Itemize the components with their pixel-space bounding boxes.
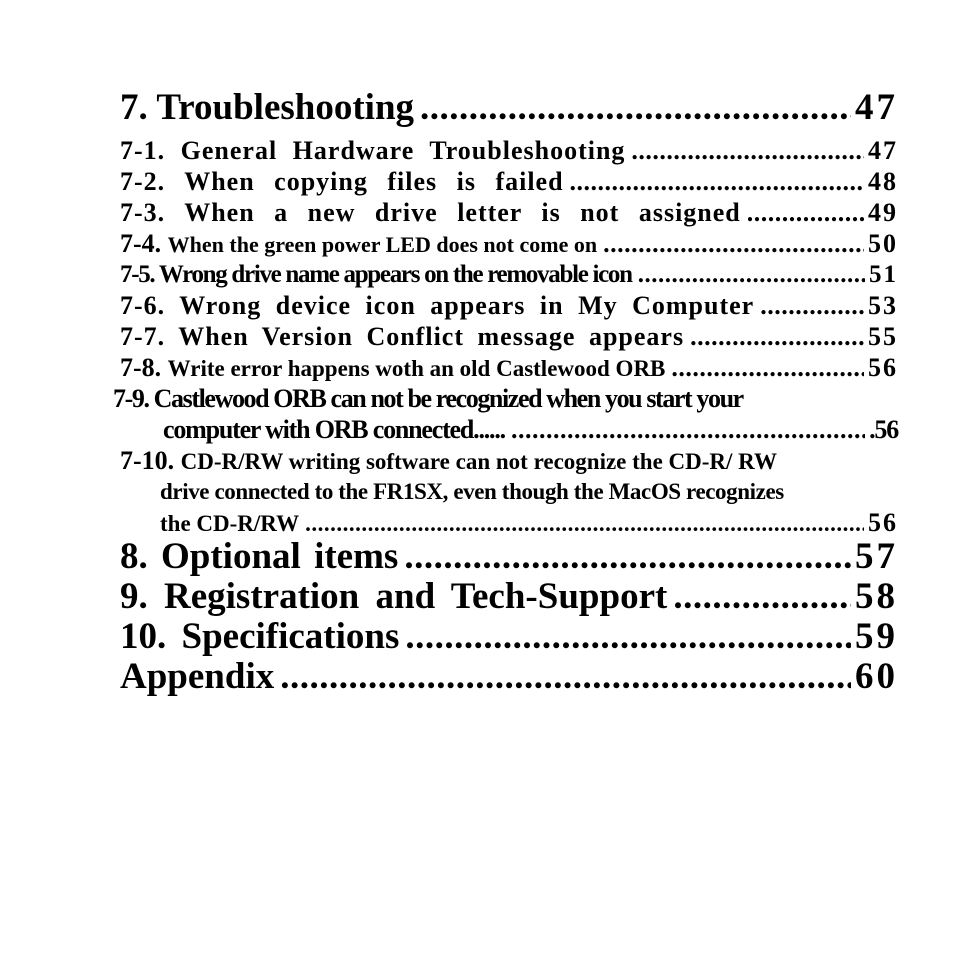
toc-entry-page: 53 bbox=[868, 291, 898, 320]
toc-entry-page: 60 bbox=[855, 656, 898, 697]
dot-leader bbox=[420, 89, 851, 126]
toc-entry-page: 56 bbox=[868, 508, 898, 537]
toc-entry-page: 50 bbox=[868, 229, 898, 258]
dot-leader bbox=[570, 169, 864, 195]
toc-entry-label: 7-7. When Version Conflict message appears bbox=[120, 322, 685, 351]
dot-leader bbox=[280, 658, 851, 695]
toc-entry-label bbox=[120, 231, 597, 257]
toc-entry-label bbox=[120, 355, 665, 381]
dot-leader bbox=[404, 538, 851, 575]
toc-entry-label: 7-5. Wrong drive name appears on the removable icon bbox=[120, 261, 632, 288]
toc-entry-page: 49 bbox=[868, 198, 898, 227]
dot-leader bbox=[671, 355, 864, 381]
toc-entry-page: 51 bbox=[869, 261, 898, 288]
toc-entry-label: the CD-R/RW bbox=[160, 511, 300, 536]
toc-entry-label: computer with ORB connected...... bbox=[163, 415, 505, 444]
dot-leader bbox=[747, 200, 864, 226]
dot-leader bbox=[631, 138, 864, 164]
toc-entry-label: 9. Registration and Tech-Support bbox=[120, 576, 668, 617]
toc-entry-title: Write error happens woth an old Castlewood ORB bbox=[167, 356, 666, 381]
toc-entry-7-6 bbox=[120, 293, 898, 319]
toc-entry-page: 57 bbox=[855, 536, 898, 577]
dot-leader bbox=[690, 324, 864, 350]
toc-entry-7-1 bbox=[120, 138, 898, 164]
toc-entry-7-10-line2: drive connected to the FR1SX, even though the MacOS recognizes bbox=[160, 479, 784, 504]
toc-entry-7-7 bbox=[120, 324, 898, 350]
toc-entry-7-4 bbox=[120, 231, 898, 257]
toc-entry-label: 8. Optional items bbox=[120, 536, 399, 577]
toc-entry-page: .56 bbox=[869, 415, 898, 444]
dot-leader bbox=[760, 293, 864, 319]
toc-entry-title: CD-R/RW writing software can not recognize the CD-R/ RW bbox=[180, 449, 777, 474]
toc-entry-page: 47 bbox=[868, 136, 898, 165]
dot-leader bbox=[305, 512, 864, 535]
toc-entry-page: 59 bbox=[855, 616, 898, 657]
toc-entry-troubleshooting bbox=[120, 89, 898, 126]
toc-entry-page: 56 bbox=[868, 353, 898, 382]
toc-entry-appendix bbox=[120, 658, 898, 695]
toc-entry-page: 58 bbox=[855, 576, 898, 617]
dot-leader bbox=[511, 417, 865, 443]
toc-entry-number: 7-8. bbox=[120, 353, 162, 382]
toc-entry-7-5 bbox=[120, 262, 898, 287]
dot-leader bbox=[638, 262, 865, 287]
toc-entry-number: 7-10. bbox=[120, 446, 175, 475]
dot-leader bbox=[603, 231, 864, 257]
toc-entry-specifications bbox=[120, 618, 898, 655]
toc-entry-number: 7-4. bbox=[120, 229, 162, 258]
toc-entry-label: 7-1. General Hardware Troubleshooting bbox=[120, 136, 626, 165]
toc-entry-label: 10. Specifications bbox=[120, 616, 400, 657]
toc-entry-7-9-line1: 7-9. Castlewood ORB can not be recognized when you start your bbox=[113, 384, 743, 413]
toc-entry-page: 47 bbox=[855, 87, 898, 128]
toc-entry-registration bbox=[120, 578, 898, 615]
toc-entry-label: Appendix bbox=[120, 656, 275, 697]
toc-entry-page: 48 bbox=[868, 167, 898, 196]
toc-entry-7-10-line3 bbox=[160, 510, 898, 536]
toc-entry-7-3 bbox=[120, 200, 898, 226]
dot-leader bbox=[405, 618, 851, 655]
toc-entry-page: 55 bbox=[868, 322, 898, 351]
toc-entry-7-8 bbox=[120, 355, 898, 381]
toc-entry-optional-items bbox=[120, 538, 898, 575]
toc-entry-7-2 bbox=[120, 169, 898, 195]
toc-entry-label: 7. Troubleshooting bbox=[120, 87, 415, 128]
toc-entry-7-10-line1 bbox=[120, 448, 777, 474]
toc-entry-title: When the green power LED does not come on bbox=[167, 232, 598, 257]
toc-entry-label: 7-2. When copying files is failed bbox=[120, 167, 564, 196]
toc-entry-7-9-line2 bbox=[163, 417, 898, 443]
dot-leader bbox=[673, 578, 851, 615]
toc-entry-label: 7-3. When a new drive letter is not assigned bbox=[120, 198, 741, 227]
toc-entry-label: 7-6. Wrong device icon appears in My Computer bbox=[120, 291, 755, 320]
